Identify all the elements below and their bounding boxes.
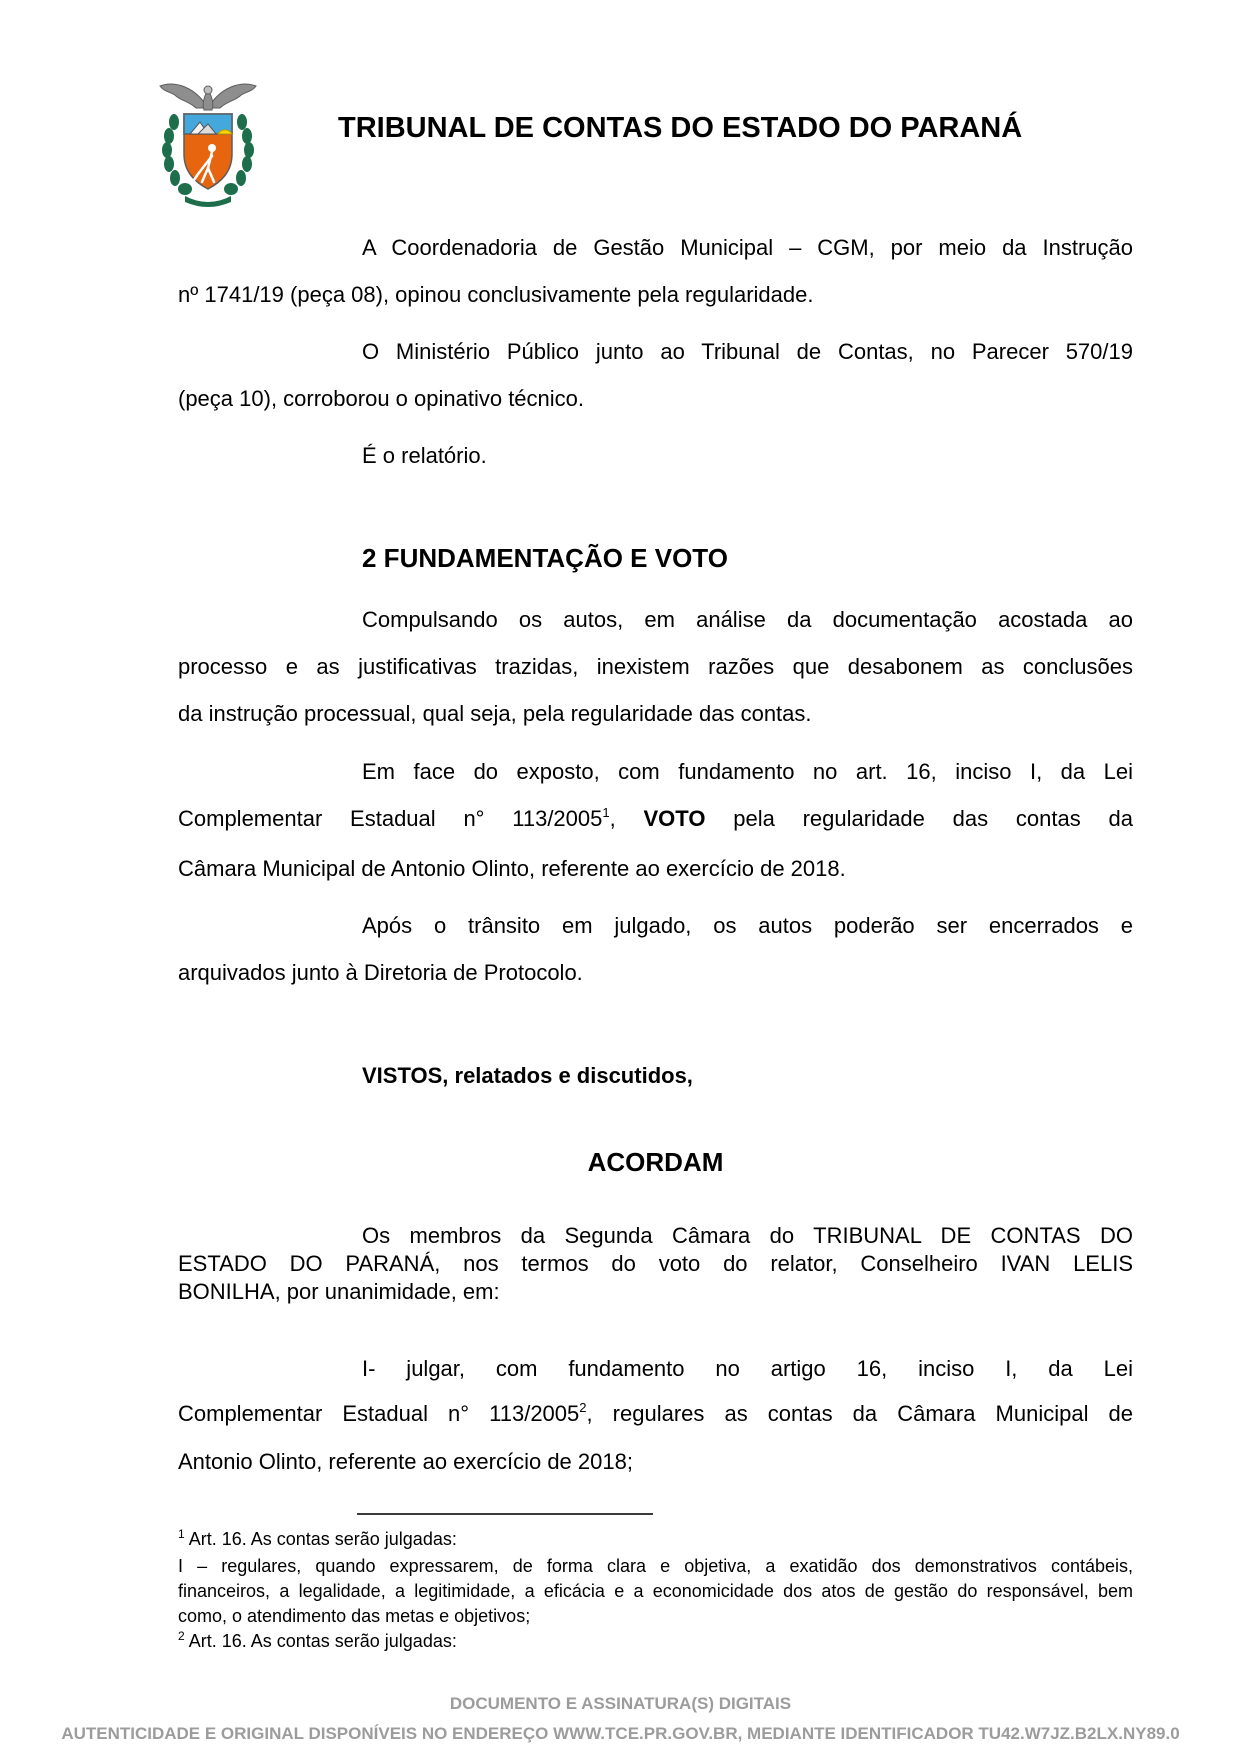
text-run: , regulares as contas da Câmara Municipal de [586,1401,1133,1426]
text-line: Compulsando os autos, em análise da documentação acostada ao [362,607,1133,632]
paragraph-transito-julgado [178,902,1133,996]
footnote-ref-2: 2 [579,1400,587,1415]
paragraph-item-1-julgar [178,1346,1133,1484]
paragraph-voto [178,748,1133,892]
text-line: nº 1741/19 (peça 08), opinou conclusivamente pela regularidade. [178,282,814,307]
text-run: pela regularidade das contas da [705,806,1133,831]
text-line: É o relatório. [362,443,487,468]
text-line: A Coordenadoria de Gestão Municipal – CGM, por meio da Instrução [362,235,1133,260]
digital-signature-footer [0,1689,1241,1749]
text-run: Complementar Estadual n° 113/2005 [178,806,603,831]
text-line [178,795,1133,845]
text-line: Antonio Olinto, referente ao exercício de 2018; [178,1449,633,1474]
paragraph-compulsando [178,596,1133,737]
footnote-1-heading [178,1527,1133,1554]
paragraph-membros [178,1222,1133,1306]
footer-line-2: AUTENTICIDADE E ORIGINAL DISPONÍVEIS NO ENDEREÇO WWW.TCE.PR.GOV.BR, MEDIANTE IDENTIFICADOR TU42.W7JZ.B2LX.NY89.0 [61,1724,1180,1743]
parana-coat-of-arms-logo [150,78,266,208]
document-title: TRIBUNAL DE CONTAS DO ESTADO DO PARANÁ [338,112,1023,144]
footer-line-1: DOCUMENTO E ASSINATURA(S) DIGITAIS [449,1694,792,1713]
footnote-1-text-line: financeiros, a legalidade, a legitimidade, a eficácia e a economicidade dos atos de gestão do responsável, bem [178,1581,1133,1601]
footnote-separator [357,1513,653,1515]
text-line: Câmara Municipal de Antonio Olinto, referente ao exercício de 2018. [178,856,846,881]
text-line: I- julgar, com fundamento no artigo 16, inciso I, da Lei [362,1356,1133,1381]
text-line: (peça 10), corroborou o opinativo técnico. [178,386,585,411]
text-line: processo e as justificativas trazidas, inexistem razões que desabonem as conclusões [178,654,1133,679]
paragraph-relatorio [178,432,1133,479]
text-line: Os membros da Segunda Câmara do TRIBUNAL DE CONTAS DO [362,1223,1133,1248]
paragraph-vistos [178,1052,1133,1099]
text-run: Complementar Estadual n° 113/2005 [178,1401,580,1426]
text-line: Em face do exposto, com fundamento no art. 16, inciso I, da Lei [362,759,1133,784]
paragraph-cgm [178,224,1133,318]
text-line: Após o trânsito em julgado, os autos poderão ser encerrados e [362,913,1133,938]
voto-emphasis: VOTO [643,806,706,831]
footnote-ref-1: 1 [602,805,610,820]
coat-of-arms-icon [150,78,266,208]
text-line: ESTADO DO PARANÁ, nos termos do voto do relator, Conselheiro IVAN LELIS [178,1251,1133,1276]
acordam-heading: ACORDAM [587,1147,724,1177]
footnote-1-text-line: I – regulares, quando expressarem, de forma clara e objetiva, a exatidão dos demonstrativos contábeis, [178,1556,1133,1576]
text-line: VISTOS, relatados e discutidos, [362,1063,693,1088]
text-line: arquivados junto à Diretoria de Protocolo. [178,960,583,985]
footnote-1-marker: 1 [178,1527,185,1541]
text-run: , [609,806,644,831]
footnote-text: Art. 16. As contas serão julgadas: [188,1631,457,1651]
footnotes-block [178,1527,1133,1656]
footnote-2-marker: 2 [178,1629,185,1643]
section-heading-fundamentacao-e-voto: 2 FUNDAMENTAÇÃO E VOTO [362,543,728,573]
text-line: O Ministério Público junto ao Tribunal de Contas, no Parecer 570/19 [362,339,1133,364]
paragraph-ministerio-publico [178,328,1133,422]
footnote-1-text-line: como, o atendimento das metas e objetivos; [178,1606,531,1626]
footnote-2-heading [178,1629,1133,1656]
footnote-text: Art. 16. As contas serão julgadas: [188,1529,457,1549]
text-line [178,1391,1133,1439]
text-line: da instrução processual, qual seja, pela regularidade das contas. [178,701,812,726]
text-line: BONILHA, por unanimidade, em: [178,1279,500,1304]
